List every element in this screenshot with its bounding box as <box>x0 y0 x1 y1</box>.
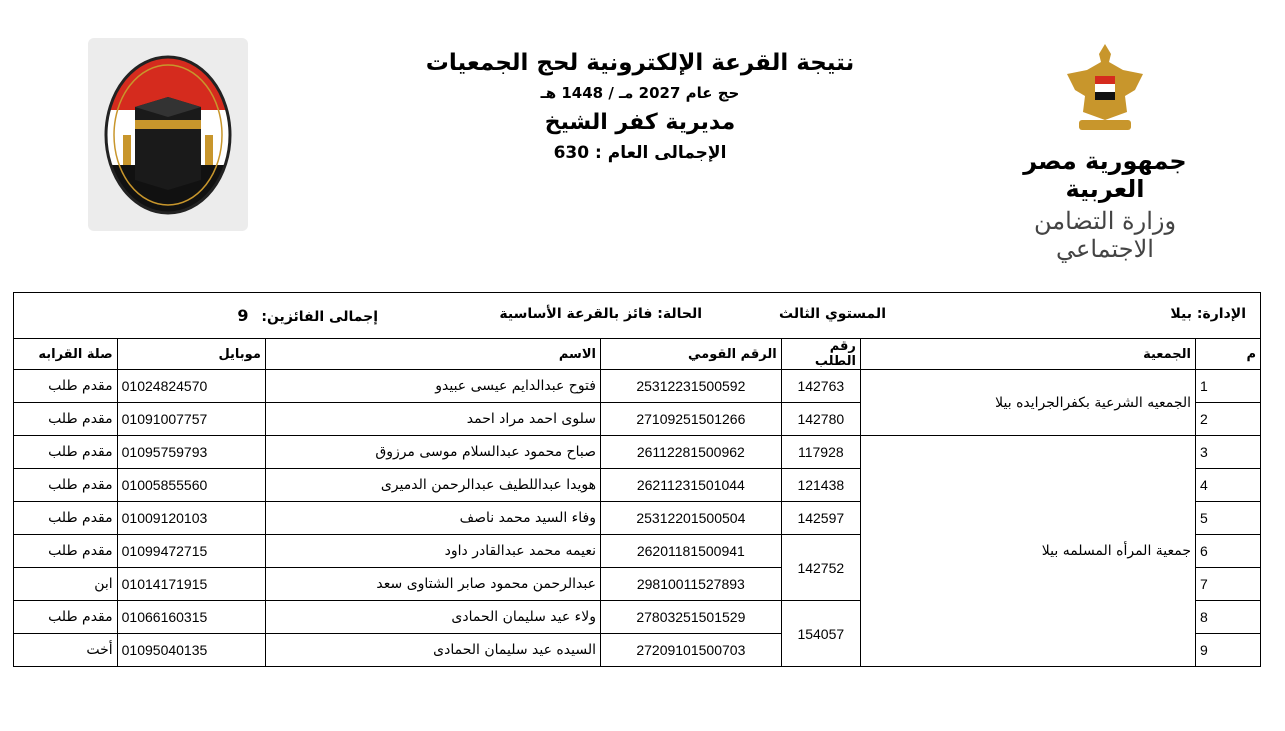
report-title: نتيجة القرعة الإلكترونية لحج الجمعيات <box>425 50 855 76</box>
winners-table <box>13 292 1261 667</box>
mobile-number: 01005855560 <box>117 469 265 502</box>
grand-total-value: 630 <box>553 143 590 163</box>
person-name: ولاء عيد سليمان الحمادى <box>265 601 600 634</box>
request-number: 154057 <box>781 601 860 667</box>
row-index: 3 <box>1196 436 1261 469</box>
row-index: 6 <box>1196 535 1261 568</box>
status-value: فائز بالقرعة الأساسية <box>499 306 653 322</box>
person-name: عبدالرحمن محمود صابر الشتاوى سعد <box>265 568 600 601</box>
filter-info-row <box>14 293 1261 339</box>
person-name: فتوح عبدالدايم عيسى عبيدو <box>265 370 600 403</box>
filter-info-cell <box>14 293 1261 339</box>
mobile-number: 01095759793 <box>117 436 265 469</box>
request-number: 142597 <box>781 502 860 535</box>
person-name: هويدا عبداللطيف عبدالرحمن الدميرى <box>265 469 600 502</box>
request-number: 142752 <box>781 535 860 601</box>
col-header-association: الجمعية <box>860 339 1195 370</box>
row-index: 7 <box>1196 568 1261 601</box>
request-number: 142780 <box>781 403 860 436</box>
grand-total <box>420 143 860 163</box>
national-id: 29810011527893 <box>600 568 781 601</box>
col-header-relation: صلة القرابه <box>14 339 118 370</box>
association-cell: الجمعيه الشرعية بكفرالجرايده بيلا <box>860 370 1195 436</box>
national-id: 27109251501266 <box>600 403 781 436</box>
directorate-name: مديرية كفر الشيخ <box>544 110 736 135</box>
col-header-request: رقم الطلب <box>781 339 860 370</box>
admin-label: الإدارة: <box>1196 306 1246 322</box>
person-name: السيده عيد سليمان الحمادى <box>265 634 600 667</box>
relation: مقدم طلب <box>14 370 118 403</box>
winners-value: 9 <box>237 306 249 325</box>
person-name: نعيمه محمد عبدالقادر داود <box>265 535 600 568</box>
row-index: 4 <box>1196 469 1261 502</box>
request-number: 117928 <box>781 436 860 469</box>
col-header-name: الاسم <box>265 339 600 370</box>
mobile-number: 01095040135 <box>117 634 265 667</box>
mobile-number: 01009120103 <box>117 502 265 535</box>
relation: مقدم طلب <box>14 601 118 634</box>
national-id: 25312231500592 <box>600 370 781 403</box>
row-index: 9 <box>1196 634 1261 667</box>
level-info: المستوي الثالث <box>779 306 886 322</box>
national-id: 25312201500504 <box>600 502 781 535</box>
national-id: 26211231501044 <box>600 469 781 502</box>
admin-value: بيلا <box>1170 306 1192 322</box>
national-id: 27803251501529 <box>600 601 781 634</box>
ministry-name: وزارة التضامن الاجتماعي <box>1033 207 1177 263</box>
request-number: 142763 <box>781 370 860 403</box>
winners-label: إجمالى الفائزين: <box>261 309 378 325</box>
hajj-year: حج عام 2027 مـ / 1448 هـ <box>540 84 740 102</box>
person-name: صباح محمود عبدالسلام موسى مرزوق <box>265 436 600 469</box>
row-index: 2 <box>1196 403 1261 436</box>
row-index: 1 <box>1196 370 1261 403</box>
mobile-number: 01024824570 <box>117 370 265 403</box>
col-header-national-id: الرقم القومي <box>600 339 781 370</box>
table-header-row <box>14 339 1261 370</box>
table-row <box>14 370 1261 403</box>
republic-name: جمهورية مصر العربية <box>1023 147 1187 203</box>
person-name: وفاء السيد محمد ناصف <box>265 502 600 535</box>
request-number: 121438 <box>781 469 860 502</box>
grand-total-label: الإجمالى العام : <box>595 143 727 163</box>
mobile-number: 01099472715 <box>117 535 265 568</box>
national-id: 26112281500962 <box>600 436 781 469</box>
row-index: 8 <box>1196 601 1261 634</box>
ministry-logo <box>990 40 1220 263</box>
national-id: 26201181500941 <box>600 535 781 568</box>
admin-info <box>1170 306 1246 322</box>
mobile-number: 01091007757 <box>117 403 265 436</box>
row-index: 5 <box>1196 502 1261 535</box>
kaaba-icon <box>93 45 243 225</box>
association-cell: جمعية المرأه المسلمه بيلا <box>860 436 1195 667</box>
relation: ابن <box>14 568 118 601</box>
col-header-mobile: موبايل <box>117 339 265 370</box>
relation: مقدم طلب <box>14 403 118 436</box>
relation: مقدم طلب <box>14 502 118 535</box>
relation: مقدم طلب <box>14 535 118 568</box>
hajj-emblem-logo <box>88 38 248 231</box>
relation: مقدم طلب <box>14 436 118 469</box>
status-label: الحالة: <box>657 306 702 322</box>
person-name: سلوى احمد مراد احمد <box>265 403 600 436</box>
relation: أخت <box>14 634 118 667</box>
status-info <box>499 306 702 322</box>
winners-count-info <box>237 306 378 325</box>
mobile-number: 01014171915 <box>117 568 265 601</box>
mobile-number: 01066160315 <box>117 601 265 634</box>
national-id: 27209101500703 <box>600 634 781 667</box>
col-header-index: م <box>1196 339 1261 370</box>
relation: مقدم طلب <box>14 469 118 502</box>
report-header <box>420 50 860 163</box>
table-row <box>14 436 1261 469</box>
eagle-emblem-icon <box>1065 40 1145 135</box>
